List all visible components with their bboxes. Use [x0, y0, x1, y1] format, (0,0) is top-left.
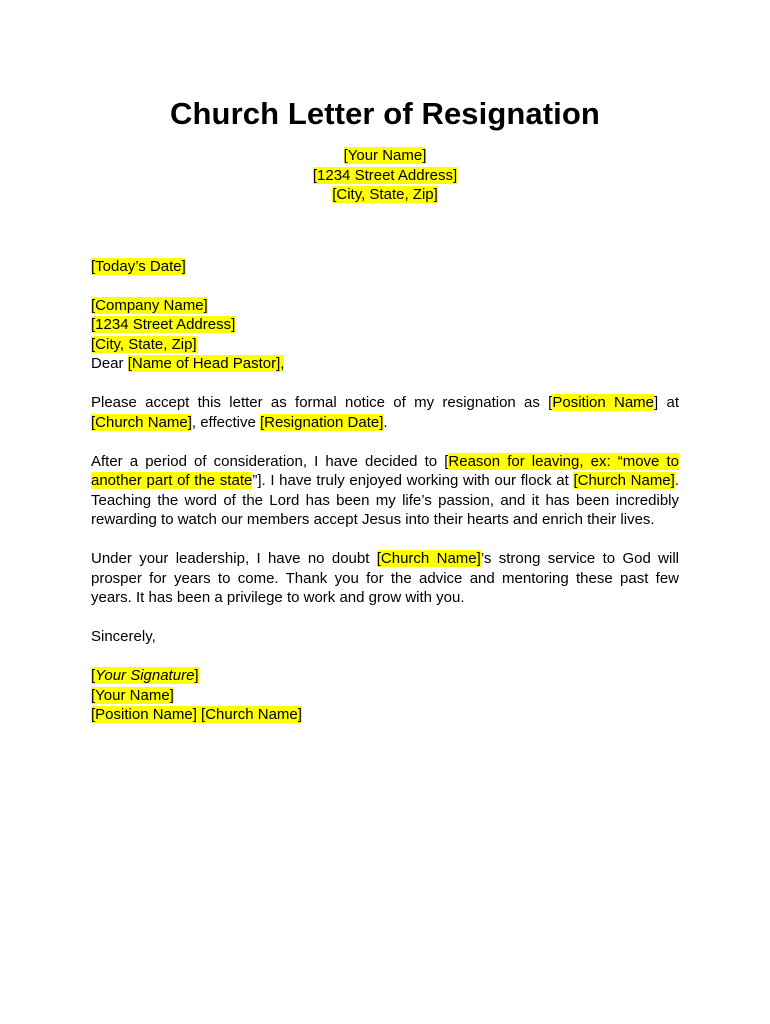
- recipient-city: [City, State, Zip]: [91, 335, 197, 353]
- paragraph-text: After a period of consideration, I have decided to [: [91, 452, 449, 470]
- paragraph-notice: [91, 393, 679, 432]
- resignation-date-placeholder: [Resignation Date]: [259, 413, 384, 431]
- paragraph-text: , effective: [191, 413, 260, 431]
- signature-close-bracket: ]: [194, 667, 199, 684]
- recipient-company: [Company Name]: [91, 296, 208, 314]
- paragraph-text: ”]. I have truly enjoyed working with our flock at: [252, 472, 574, 489]
- signer-name: [Your Name]: [91, 686, 174, 704]
- date-block: [91, 257, 679, 277]
- sender-street: [1234 Street Address]: [312, 166, 458, 184]
- sender-address-block: [91, 146, 679, 205]
- letter-date: [Today’s Date]: [91, 257, 186, 275]
- sender-city: [City, State, Zip]: [332, 186, 438, 203]
- paragraph-text: ’s strong service to God will prosper for years to come. Thank you for the advice and mentoring these past few years. It has been a privilege to work and grow with you.: [91, 550, 679, 606]
- signature-placeholder: Your Signature: [95, 667, 195, 684]
- salutation: [91, 354, 679, 374]
- pastor-name: [Name of Head Pastor],: [127, 355, 285, 372]
- signer-position-church: [Position Name] [Church Name]: [91, 706, 302, 723]
- paragraph-text: Under your leadership, I have no doubt: [91, 550, 377, 567]
- paragraph-text: ] at: [654, 394, 679, 411]
- sender-name: [Your Name]: [343, 147, 427, 164]
- church-name-placeholder: [Church Name]: [91, 413, 192, 431]
- recipient-address-block: [91, 296, 679, 374]
- recipient-street: [1234 Street Address]: [91, 316, 236, 333]
- salutation-prefix: Dear: [91, 355, 128, 372]
- paragraph-text: Please accept this letter as formal notice of my resignation as [: [91, 394, 553, 411]
- church-name-placeholder: [Church Name]: [573, 472, 675, 489]
- paragraph-text: . Teaching the word of the Lord has been my life’s passion, and it has been incredibly rewarding to watch our members accept Jesus into their hearts and enrich their lives.: [91, 472, 679, 528]
- document-title: Church Letter of Resignation: [170, 96, 600, 131]
- signature-open-bracket: [: [91, 667, 96, 684]
- position-name-placeholder: Position Name: [552, 394, 655, 411]
- paragraph-reason: [91, 452, 679, 530]
- closing: Sincerely,: [91, 628, 156, 645]
- paragraph-text: .: [383, 413, 388, 431]
- signature-block: [91, 666, 679, 725]
- reason-placeholder: Reason for leaving, ex: “move to another part of the state: [91, 452, 679, 489]
- paragraph-leadership: [91, 549, 679, 608]
- church-name-placeholder: [Church Name]: [376, 550, 481, 567]
